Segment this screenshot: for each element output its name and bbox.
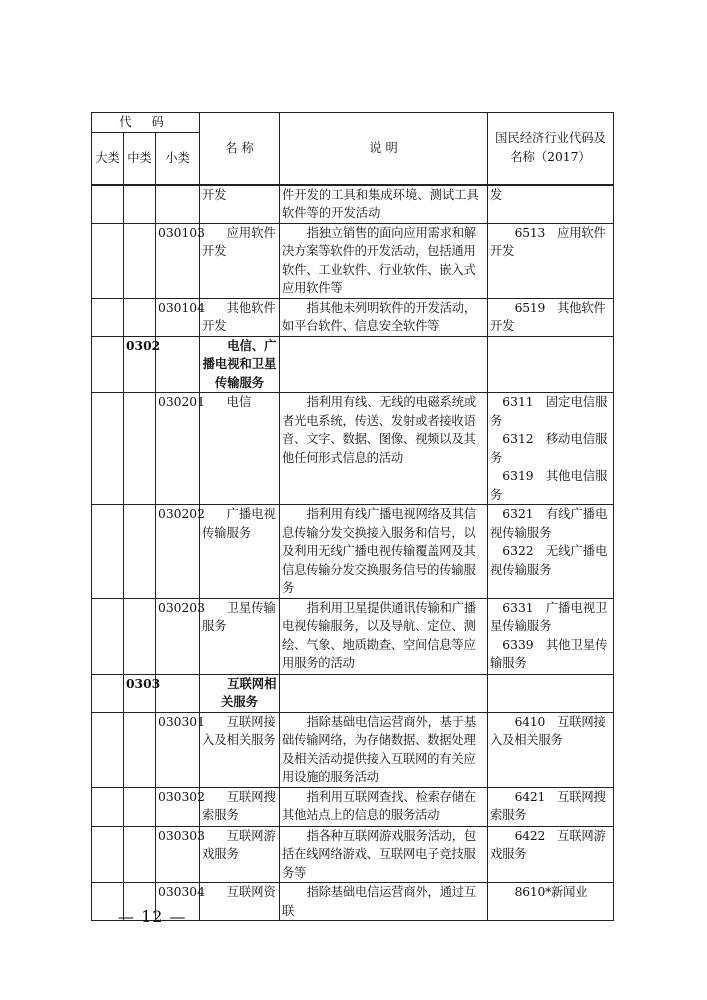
name-cell: 开发 bbox=[200, 185, 280, 224]
small-category-cell: 030201 bbox=[156, 393, 200, 505]
header-national-standard: 国民经济行业代码及名称（2017） bbox=[488, 113, 614, 185]
national-standard-entry: 6339 其他卫星传输服务 bbox=[490, 637, 608, 670]
name-cell: 应用软件开发 bbox=[200, 223, 280, 298]
page-number: — 12 — bbox=[118, 907, 187, 926]
national-standard-entry: 6331 广播电视卫星传输服务 bbox=[490, 600, 608, 633]
description-cell: 指各种互联网游戏服务活动，包括在线网络游戏、互联网电子竞技服务等 bbox=[280, 826, 488, 883]
national-standard-entry: 6319 其他电信服务 bbox=[490, 469, 608, 502]
name-cell: 互联网相关服务 bbox=[200, 674, 280, 712]
national-standard-cell bbox=[488, 674, 614, 712]
description-cell bbox=[280, 336, 488, 393]
table-row bbox=[92, 393, 614, 505]
header-big-category: 大类 bbox=[92, 132, 124, 185]
small-category-cell: 030303 bbox=[156, 826, 200, 883]
small-category-cell: 030302 bbox=[156, 787, 200, 826]
mid-category-cell: 0302 bbox=[124, 336, 156, 393]
name-cell: 互联网游戏服务 bbox=[200, 826, 280, 883]
table-row bbox=[92, 712, 614, 787]
name-cell: 电信、广播电视和卫星传输服务 bbox=[200, 336, 280, 393]
name-cell: 互联网搜索服务 bbox=[200, 787, 280, 826]
table-header bbox=[92, 113, 614, 185]
description-cell: 指利用有线广播电视网络及其信息传输分发交换接入服务和信号，以及利用无线广播电视传输覆盖网及其信息传输分发交换服务信号的传输服务 bbox=[280, 505, 488, 599]
big-category-cell bbox=[92, 185, 124, 224]
national-standard-cell bbox=[488, 505, 614, 599]
table-row bbox=[92, 336, 614, 393]
small-category-cell bbox=[156, 336, 200, 393]
mid-category-cell bbox=[124, 787, 156, 826]
big-category-cell bbox=[92, 505, 124, 599]
small-category-cell: 030104 bbox=[156, 298, 200, 336]
mid-category-cell bbox=[124, 826, 156, 883]
description-cell bbox=[280, 674, 488, 712]
header-description: 说 明 bbox=[280, 113, 488, 185]
national-standard-cell bbox=[488, 598, 614, 674]
table-row bbox=[92, 223, 614, 298]
header-mid-category: 中类 bbox=[124, 132, 156, 185]
description-cell: 指除基础电信运营商外，通过互联 bbox=[280, 883, 488, 921]
description-cell: 指利用卫星提供通讯传输和广播电视传输服务，以及导航、定位、测绘、气象、地质勘查、空间信息等应用服务的活动 bbox=[280, 598, 488, 674]
name-cell: 其他软件开发 bbox=[200, 298, 280, 336]
national-standard-entry: 6312 移动电信服务 bbox=[490, 432, 608, 465]
mid-category-cell bbox=[124, 185, 156, 224]
mid-category-cell bbox=[124, 505, 156, 599]
national-standard-entry: 6321 有线广播电视传输服务 bbox=[490, 507, 608, 540]
small-category-cell: 030301 bbox=[156, 712, 200, 787]
national-standard-cell: 6513 应用软件开发 bbox=[488, 223, 614, 298]
big-category-cell bbox=[92, 826, 124, 883]
description-cell: 件开发的工具和集成环境、测试工具软件等的开发活动 bbox=[280, 185, 488, 224]
header-name: 名 称 bbox=[200, 113, 280, 185]
small-category-cell: 030203 bbox=[156, 598, 200, 674]
big-category-cell bbox=[92, 336, 124, 393]
header-code-group: 代 码 bbox=[92, 113, 200, 133]
big-category-cell bbox=[92, 712, 124, 787]
small-category-cell: 030103 bbox=[156, 223, 200, 298]
description-cell: 指利用互联网查找、检索存储在其他站点上的信息的服务活动 bbox=[280, 787, 488, 826]
mid-category-cell bbox=[124, 712, 156, 787]
name-cell: 卫星传输服务 bbox=[200, 598, 280, 674]
big-category-cell bbox=[92, 393, 124, 505]
big-category-cell bbox=[92, 787, 124, 826]
small-category-cell bbox=[156, 674, 200, 712]
industry-classification-table bbox=[91, 112, 614, 921]
national-standard-cell: 发 bbox=[488, 185, 614, 224]
description-cell: 指除基础电信运营商外，基于基础传输网络，为存储数据、数据处理及相关活动提供接入互联网的有关应用设施的服务活动 bbox=[280, 712, 488, 787]
mid-category-cell bbox=[124, 223, 156, 298]
big-category-cell bbox=[92, 223, 124, 298]
name-cell: 互联网接入及相关服务 bbox=[200, 712, 280, 787]
big-category-cell bbox=[92, 298, 124, 336]
national-standard-cell: 8610*新闻业 bbox=[488, 883, 614, 921]
table-body bbox=[92, 185, 614, 921]
small-category-cell: 030304 bbox=[156, 883, 200, 921]
name-cell: 电信 bbox=[200, 393, 280, 505]
national-standard-cell bbox=[488, 393, 614, 505]
description-cell: 指独立销售的面向应用需求和解决方案等软件的开发活动，包括通用软件、工业软件、行业软件、嵌入式应用软件等 bbox=[280, 223, 488, 298]
table-row bbox=[92, 185, 614, 224]
description-cell: 指其他未列明软件的开发活动，如平台软件、信息安全软件等 bbox=[280, 298, 488, 336]
mid-category-cell: 0303 bbox=[124, 674, 156, 712]
big-category-cell bbox=[92, 674, 124, 712]
national-standard-cell: 6410 互联网接入及相关服务 bbox=[488, 712, 614, 787]
table-row bbox=[92, 598, 614, 674]
name-cell: 互联网资 bbox=[200, 883, 280, 921]
table-row bbox=[92, 298, 614, 336]
big-category-cell bbox=[92, 598, 124, 674]
mid-category-cell bbox=[124, 598, 156, 674]
table-row bbox=[92, 826, 614, 883]
mid-category-cell bbox=[124, 393, 156, 505]
national-standard-cell: 6421 互联网搜索服务 bbox=[488, 787, 614, 826]
header-small-category: 小类 bbox=[156, 132, 200, 185]
national-standard-cell: 6519 其他软件开发 bbox=[488, 298, 614, 336]
national-standard-cell: 6422 互联网游戏服务 bbox=[488, 826, 614, 883]
description-cell: 指利用有线、无线的电磁系统或者光电系统，传送、发射或者接收语音、文字、数据、图像、视频以及其他任何形式信息的活动 bbox=[280, 393, 488, 505]
table-row bbox=[92, 505, 614, 599]
mid-category-cell bbox=[124, 298, 156, 336]
table-row bbox=[92, 674, 614, 712]
table-row bbox=[92, 787, 614, 826]
small-category-cell: 030202 bbox=[156, 505, 200, 599]
national-standard-entry: 6311 固定电信服务 bbox=[490, 395, 608, 428]
small-category-cell bbox=[156, 185, 200, 224]
national-standard-cell bbox=[488, 336, 614, 393]
name-cell: 广播电视传输服务 bbox=[200, 505, 280, 599]
national-standard-entry: 6322 无线广播电视传输服务 bbox=[490, 544, 608, 577]
